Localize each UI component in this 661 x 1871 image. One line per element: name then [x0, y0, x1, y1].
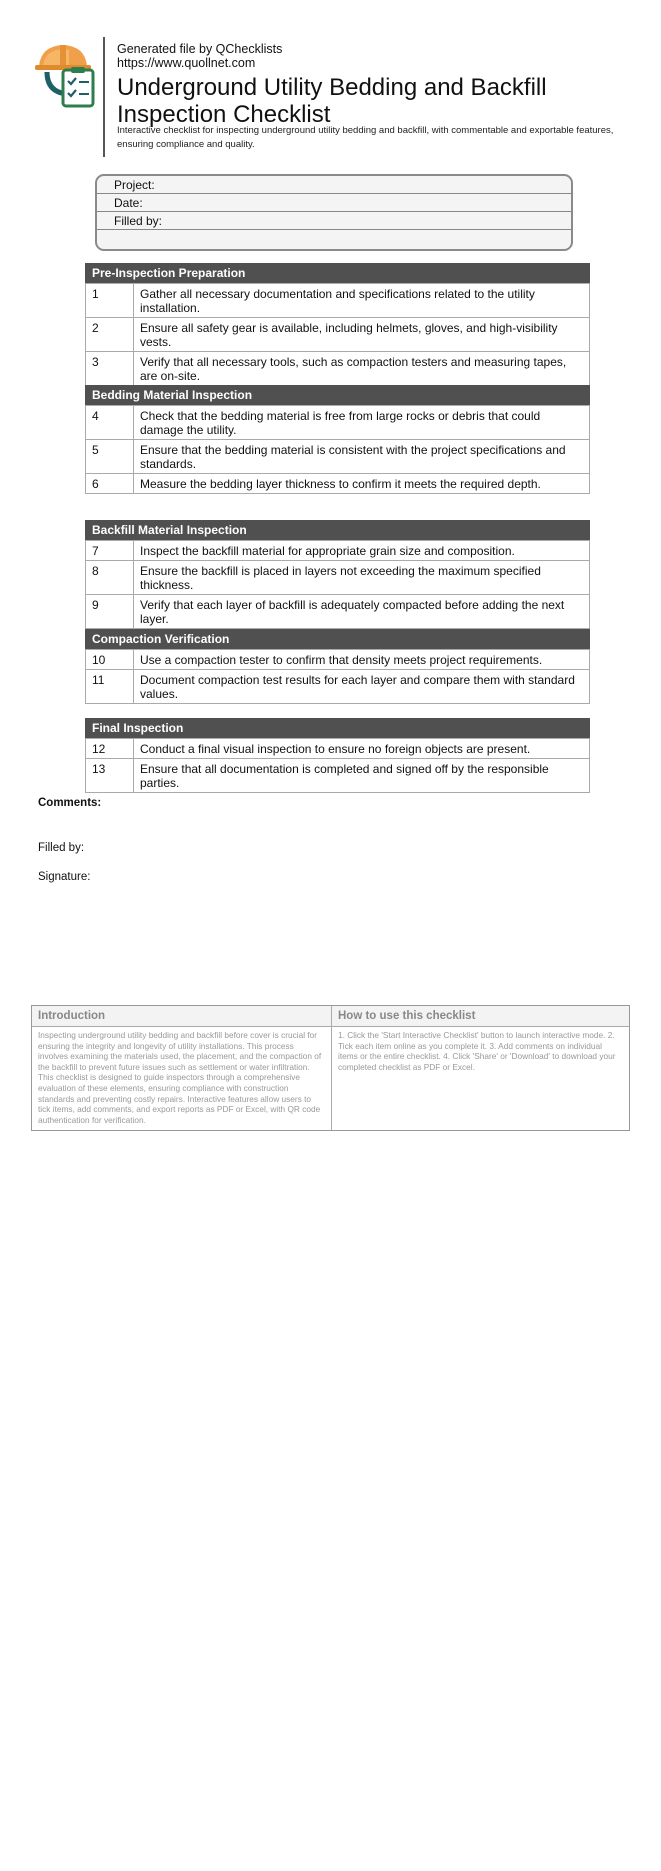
date-field[interactable] [97, 194, 571, 212]
section-final-inspection [85, 718, 590, 793]
filled-by-field[interactable] [97, 212, 571, 230]
item-text: Document compaction test results for each layer and compare them with standard values. [134, 670, 590, 704]
section-header: Final Inspection [85, 718, 590, 738]
header-divider [103, 37, 105, 157]
section-compaction [85, 629, 590, 704]
item-text: Measure the bedding layer thickness to confirm it meets the required depth. [134, 474, 590, 494]
item-text: Ensure that the bedding material is consistent with the project specifications and standards. [134, 440, 590, 474]
section-pre-inspection [85, 263, 590, 386]
item-text: Verify that each layer of backfill is adequately compacted before adding the next layer. [134, 595, 590, 629]
introduction-column [32, 1006, 332, 1130]
item-number: 5 [86, 440, 134, 474]
date-label: Date: [114, 196, 143, 210]
item-number: 2 [86, 318, 134, 352]
item-number: 3 [86, 352, 134, 386]
introduction-heading: Introduction [32, 1006, 331, 1027]
item-number: 4 [86, 406, 134, 440]
item-text: Verify that all necessary tools, such as compaction testers and measuring tapes, are on-site. [134, 352, 590, 386]
section-backfill-material [85, 520, 590, 629]
website-link[interactable]: https://www.quollnet.com [117, 56, 256, 70]
section-header: Bedding Material Inspection [85, 385, 590, 405]
item-number: 8 [86, 561, 134, 595]
item-number: 12 [86, 739, 134, 759]
comments-label: Comments: [38, 797, 102, 809]
project-field[interactable] [97, 176, 571, 194]
item-number: 7 [86, 541, 134, 561]
section-header: Backfill Material Inspection [85, 520, 590, 540]
filled-by-label: Filled by: [114, 214, 163, 228]
item-number: 10 [86, 650, 134, 670]
how-to-text: 1. Click the 'Start Interactive Checklist' button to launch interactive mode. 2. Tick each item online as you complete it. 3. Add comments on individual items or the entire checklist. 4. Click 'Share' or 'Download' to download your completed checklist as PDF or Excel. [338, 1030, 616, 1072]
item-text: Gather all necessary documentation and specifications related to the utility installation. [134, 284, 590, 318]
checklist-item[interactable] [86, 670, 590, 704]
checklist-item[interactable] [86, 595, 590, 629]
section-header: Pre-Inspection Preparation [85, 263, 590, 283]
checklist-item[interactable] [86, 561, 590, 595]
qchecklists-logo [33, 40, 105, 112]
page-title: Underground Utility Bedding and Backfill Inspection Checklist [117, 74, 547, 128]
item-text: Inspect the backfill material for appropriate grain size and composition. [134, 541, 590, 561]
introduction-text: Inspecting underground utility bedding and backfill before cover is crucial for ensuring the integrity and longevity of utility installations. This process involves examining the materials used, the placement, and the compaction of the backfill to prevent future issues such as settlement or water infiltration. This checklist is designed to guide inspectors through a comprehensive evaluation of these elements, ensuring compliance with construction standards and preventing costly repairs. Interactive features allow users to tick items, add comments, and export reports as PDF or Excel, with QR code authentication for verification. [38, 1030, 322, 1125]
item-number: 1 [86, 284, 134, 318]
filled-by-signoff-label: Filled by: [38, 842, 85, 854]
project-info-box [95, 174, 573, 251]
item-text: Ensure that all documentation is completed and signed off by the responsible parties. [134, 759, 590, 793]
page-description: Interactive checklist for inspecting underground utility bedding and backfill, with commentable and exportable features, ensuring compliance and quality. [117, 125, 614, 150]
checklist-item[interactable] [86, 406, 590, 440]
item-number: 13 [86, 759, 134, 793]
checklist-item[interactable] [86, 759, 590, 793]
item-text: Use a compaction tester to confirm that density meets project requirements. [134, 650, 590, 670]
checklist-item[interactable] [86, 318, 590, 352]
project-label: Project: [114, 178, 155, 192]
intro-howto-table [31, 1005, 630, 1131]
checklist-item[interactable] [86, 541, 590, 561]
signature-label: Signature: [38, 871, 91, 883]
how-to-column [332, 1006, 629, 1130]
checklist-item[interactable] [86, 474, 590, 494]
item-number: 6 [86, 474, 134, 494]
generated-by-text: Generated file by QChecklists [117, 42, 283, 56]
section-bedding-material [85, 385, 590, 494]
item-number: 11 [86, 670, 134, 704]
section-header: Compaction Verification [85, 629, 590, 649]
item-text: Check that the bedding material is free from large rocks or debris that could damage the utility. [134, 406, 590, 440]
item-text: Conduct a final visual inspection to ensure no foreign objects are present. [134, 739, 590, 759]
item-number: 9 [86, 595, 134, 629]
hardhat-checklist-icon [33, 40, 105, 112]
item-text: Ensure the backfill is placed in layers not exceeding the maximum specified thickness. [134, 561, 590, 595]
item-text: Ensure all safety gear is available, including helmets, gloves, and high-visibility vests. [134, 318, 590, 352]
checklist-item[interactable] [86, 440, 590, 474]
checklist-item[interactable] [86, 284, 590, 318]
checklist-item[interactable] [86, 739, 590, 759]
checklist-item[interactable] [86, 352, 590, 386]
checklist-item[interactable] [86, 650, 590, 670]
how-to-heading: How to use this checklist [332, 1006, 629, 1027]
